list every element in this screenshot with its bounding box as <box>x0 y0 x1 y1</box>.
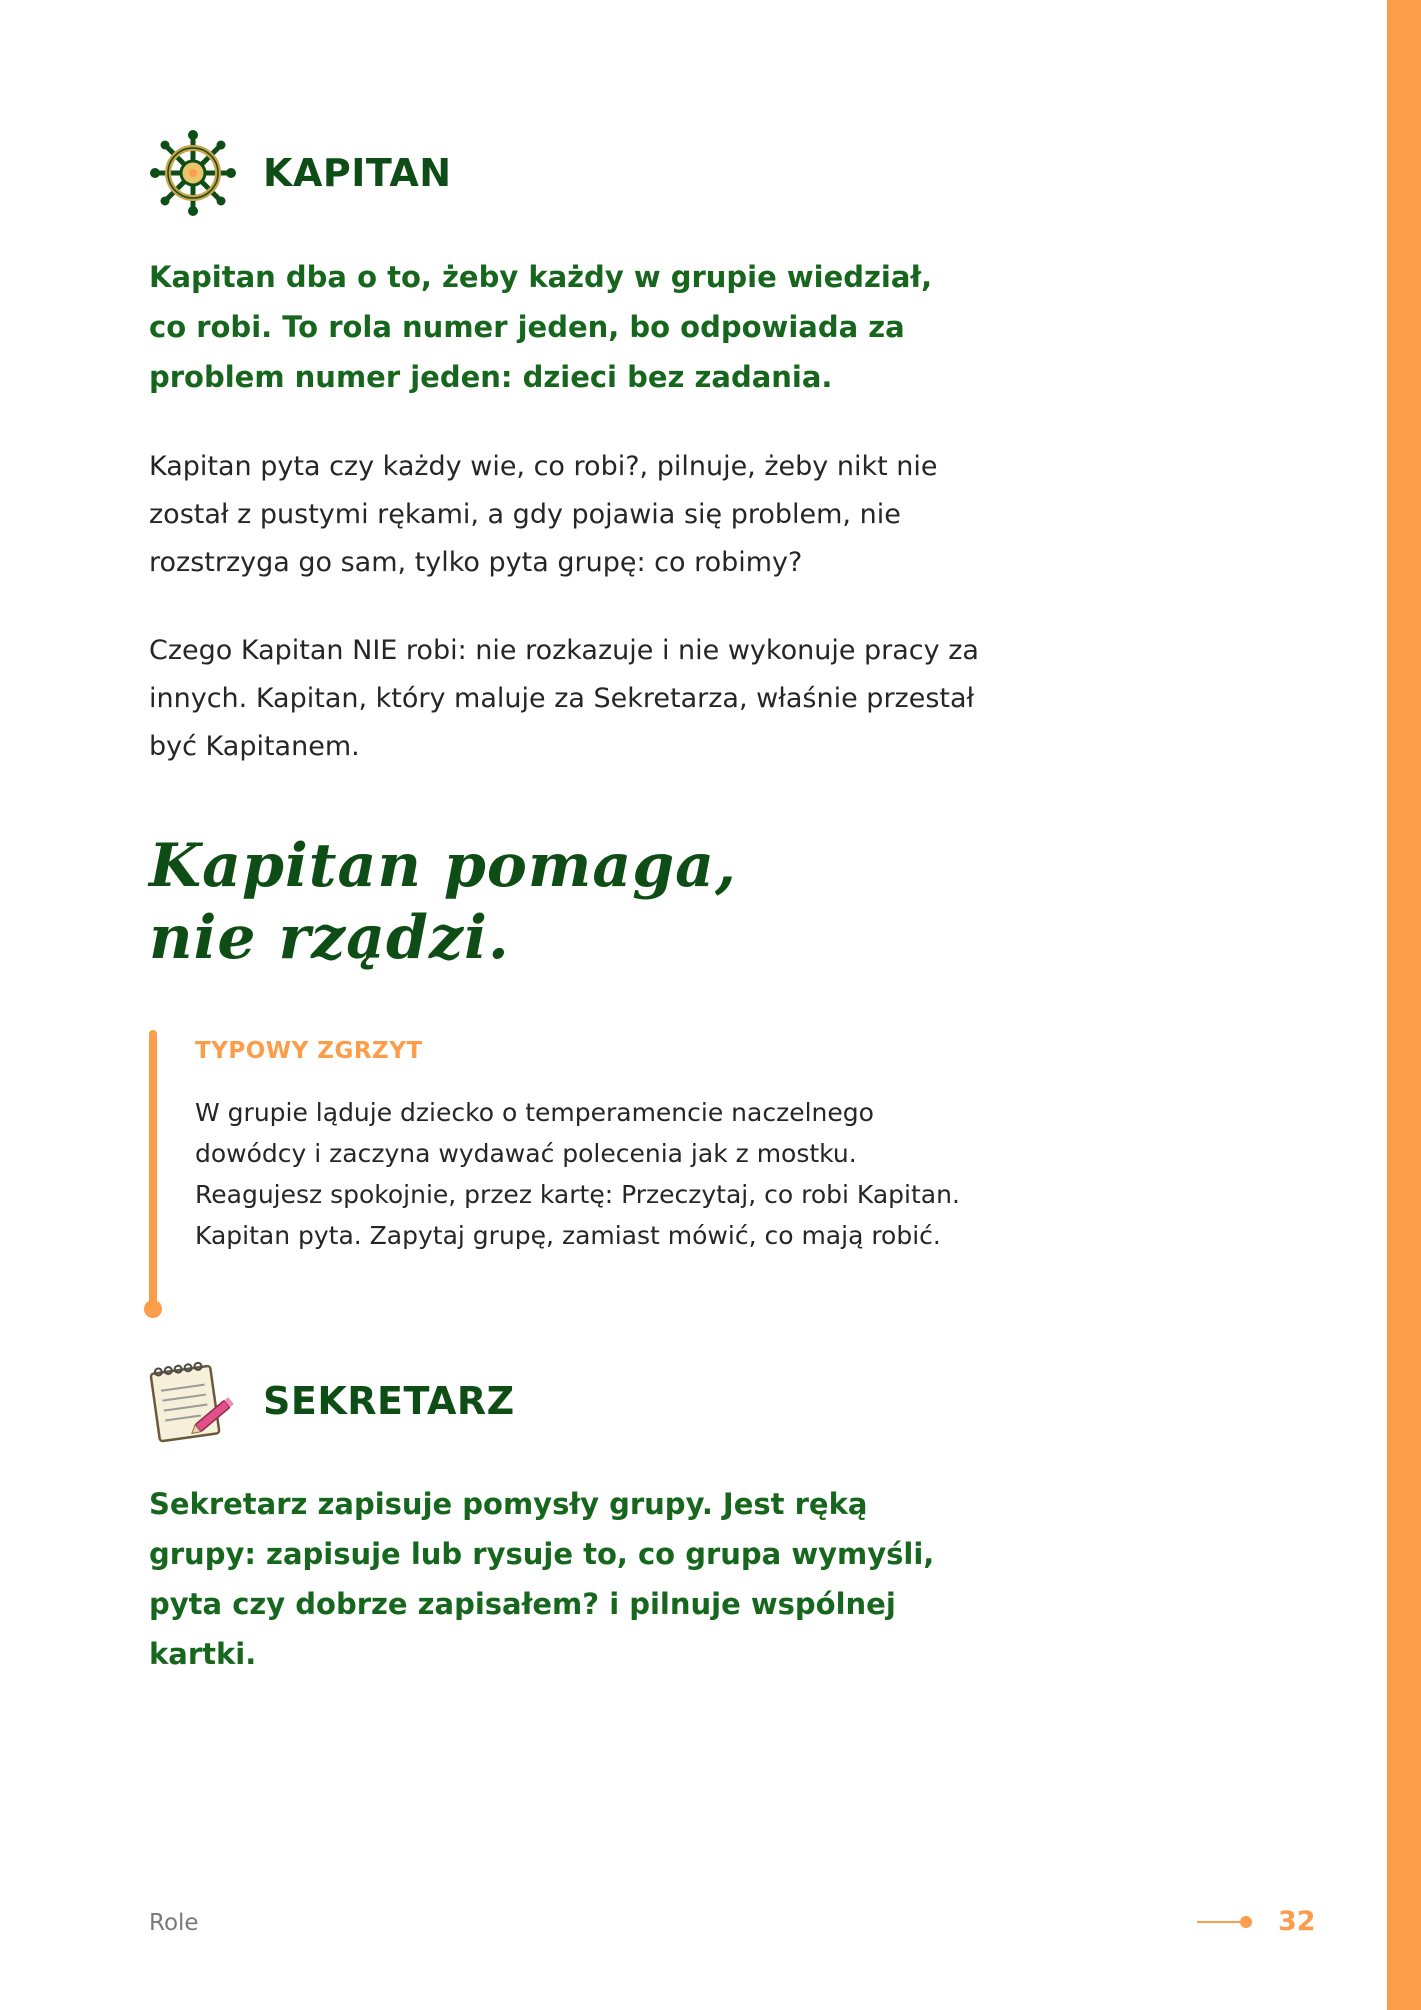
callout-text: W grupie ląduje dziecko o temperamencie naczelnego dowódcy i zaczyna wydawać polecenia jak z mostku. Reagujesz spokojnie, przez kartę: Przeczytaj, co robi Kapitan. Kapitan pyta. Zapytaj grupę, zamiast mówić, co mają robić. <box>195 1098 960 1250</box>
footer-decoration <box>1197 1912 1255 1932</box>
section-header-kapitan <box>149 128 452 218</box>
section-title: KAPITAN <box>263 151 452 195</box>
ship-wheel-icon <box>149 129 237 217</box>
page-number: 32 <box>1278 1906 1316 1937</box>
side-accent-bar <box>1387 0 1421 2010</box>
body-paragraph: Czego Kapitan NIE robi: nie rozkazuje i nie wykonuje pracy za innych. Kapitan, który maluje za Sekretarza, właśnie przestał być Kapitanem. <box>149 635 979 762</box>
section-title: SEKRETARZ <box>263 1379 515 1423</box>
callout-box <box>149 1030 979 1315</box>
pull-quote: Kapitan pomaga, nie rządzi. <box>149 831 737 973</box>
section-lead: Kapitan dba o to, żeby każdy w grupie wiedział, co robi. To rola numer jeden, bo odpowiada za problem numer jeden: dzieci bez zadania. <box>149 260 933 394</box>
section-lead: Sekretarz zapisuje pomysły grupy. Jest ręką grupy: zapisuje lub rysuje to, co grupa wymyśli, pyta czy dobrze zapisałem? i pilnuje wspólnej kartki. <box>149 1487 935 1671</box>
callout-dot <box>144 1300 162 1318</box>
callout-label: TYPOWY ZGRZYT <box>195 1038 423 1064</box>
section-header-sekretarz <box>149 1356 515 1446</box>
body-paragraph: Kapitan pyta czy każdy wie, co robi?, pilnuje, żeby nikt nie został z pustymi rękami, a gdy pojawia się problem, nie rozstrzyga go sam, tylko pyta grupę: co robimy? <box>149 451 938 578</box>
notepad-pencil-icon <box>149 1357 237 1445</box>
callout-rule <box>149 1030 157 1312</box>
footer-section-label: Role <box>149 1910 199 1936</box>
